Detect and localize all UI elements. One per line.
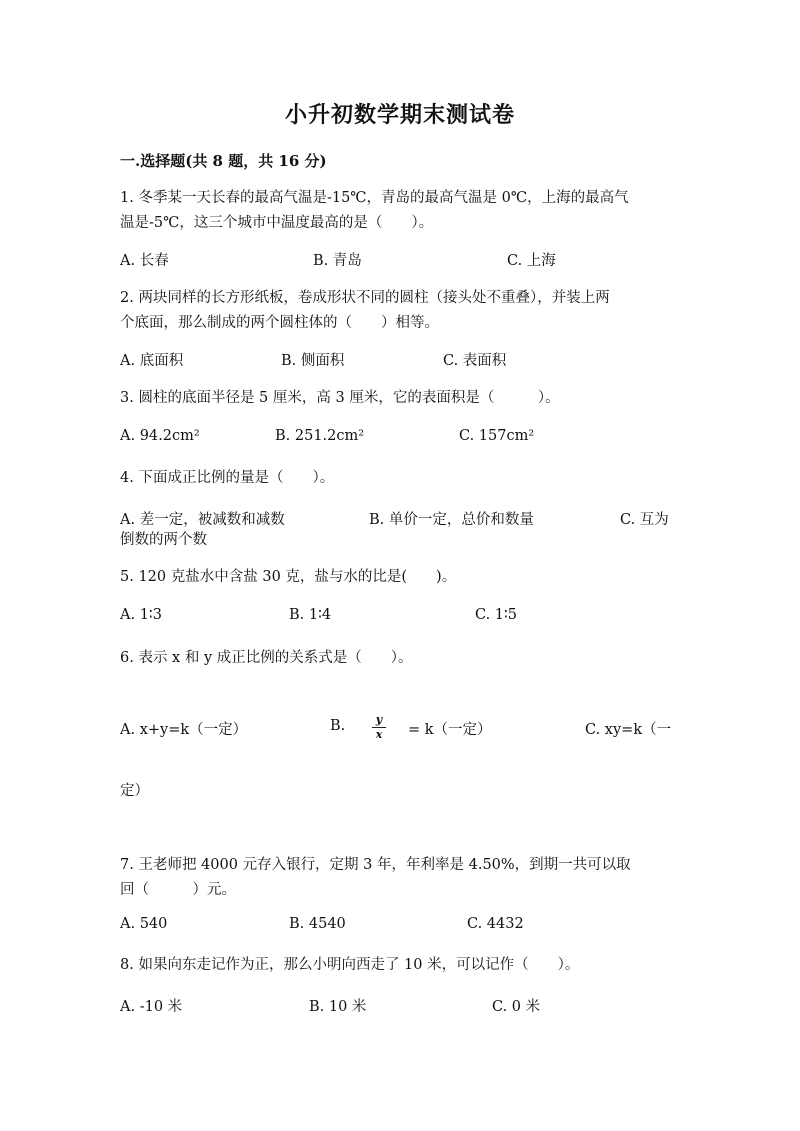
question-3 xyxy=(120,386,680,411)
question-7 xyxy=(120,853,680,903)
question-4 xyxy=(120,466,680,491)
question-1-line-1: 1. 冬季某一天长春的最高气温是-15℃，青岛的最高气温是 0℃，上海的最高气 xyxy=(120,190,629,206)
question-2-option-b[interactable]: B. 侧面积 xyxy=(281,353,345,369)
question-6-option-b-rest: = k（一定） xyxy=(408,722,492,738)
question-7-line-1: 7. 王老师把 4000 元存入银行，定期 3 年，年利率是 4.50%，到期一共可以取 xyxy=(120,857,631,873)
question-1-option-c[interactable]: C. 上海 xyxy=(507,253,556,269)
question-3-option-c[interactable]: C. 157cm² xyxy=(459,428,535,444)
question-6-line-1: 6. 表示 x 和 y 成正比例的关系式是（ ）。 xyxy=(120,650,413,666)
question-6-option-c[interactable]: C. xy=k（一 xyxy=(585,722,672,738)
question-5-option-c[interactable]: C. 1∶5 xyxy=(475,607,518,623)
question-6-option-c-wrap: 定） xyxy=(120,783,149,799)
question-3-line-1: 3. 圆柱的底面半径是 5 厘米，高 3 厘米，它的表面积是（ ）。 xyxy=(120,390,560,406)
question-8-option-c[interactable]: C. 0 米 xyxy=(492,999,541,1015)
question-6-option-a[interactable]: A. x+y=k（一定） xyxy=(120,722,248,738)
question-1 xyxy=(120,186,680,236)
question-1-option-b[interactable]: B. 青岛 xyxy=(313,253,362,269)
question-5-line-1: 5. 120 克盐水中含盐 30 克，盐与水的比是( )。 xyxy=(120,569,457,585)
question-4-option-b[interactable]: B. 单价一定，总价和数量 xyxy=(369,512,534,528)
question-1-line-2: 温是-5℃，这三个城市中温度最高的是（ ）。 xyxy=(120,215,434,231)
fraction-denominator: x xyxy=(375,728,383,741)
question-6-option-b-fraction xyxy=(372,714,386,741)
question-6-option-b[interactable]: B. xyxy=(330,718,346,734)
question-8-option-a[interactable]: A. -10 米 xyxy=(120,999,183,1015)
question-2-line-2: 个底面，那么制成的两个圆柱体的（ ）相等。 xyxy=(120,315,439,331)
question-4-line-1: 4. 下面成正比例的量是（ ）。 xyxy=(120,470,335,486)
question-8-option-b[interactable]: B. 10 米 xyxy=(309,999,367,1015)
question-2-line-1: 2. 两块同样的长方形纸板，卷成形状不同的圆柱（接头处不重叠），并装上两 xyxy=(120,290,610,306)
question-5-option-b[interactable]: B. 1∶4 xyxy=(289,607,332,623)
question-4-option-c-wrap: 倒数的两个数 xyxy=(120,532,207,548)
question-3-option-b[interactable]: B. 251.2cm² xyxy=(275,428,365,444)
question-5-option-a[interactable]: A. 1∶3 xyxy=(120,607,162,623)
question-3-option-a[interactable]: A. 94.2cm² xyxy=(120,428,200,444)
fraction-numerator: y xyxy=(375,713,383,726)
question-4-option-a[interactable]: A. 差一定，被减数和减数 xyxy=(120,512,285,528)
question-2-option-c[interactable]: C. 表面积 xyxy=(443,353,507,369)
section-header: 一.选择题(共 8 题，共 16 分) xyxy=(120,152,327,170)
question-1-option-a[interactable]: A. 长春 xyxy=(120,253,169,269)
question-8-line-1: 8. 如果向东走记作为正，那么小明向西走了 10 米，可以记作（ ）。 xyxy=(120,957,580,973)
question-6 xyxy=(120,646,680,671)
question-7-option-a[interactable]: A. 540 xyxy=(120,916,168,932)
question-5 xyxy=(120,565,680,590)
question-4-option-c[interactable]: C. 互为 xyxy=(620,512,669,528)
question-7-line-2: 回（ ）元。 xyxy=(120,882,236,898)
question-2-option-a[interactable]: A. 底面积 xyxy=(120,353,184,369)
question-2 xyxy=(120,286,680,336)
question-8 xyxy=(120,953,680,978)
page-title: 小升初数学期末测试卷 xyxy=(284,102,515,128)
question-7-option-c[interactable]: C. 4432 xyxy=(467,916,524,932)
question-7-option-b[interactable]: B. 4540 xyxy=(289,916,346,932)
